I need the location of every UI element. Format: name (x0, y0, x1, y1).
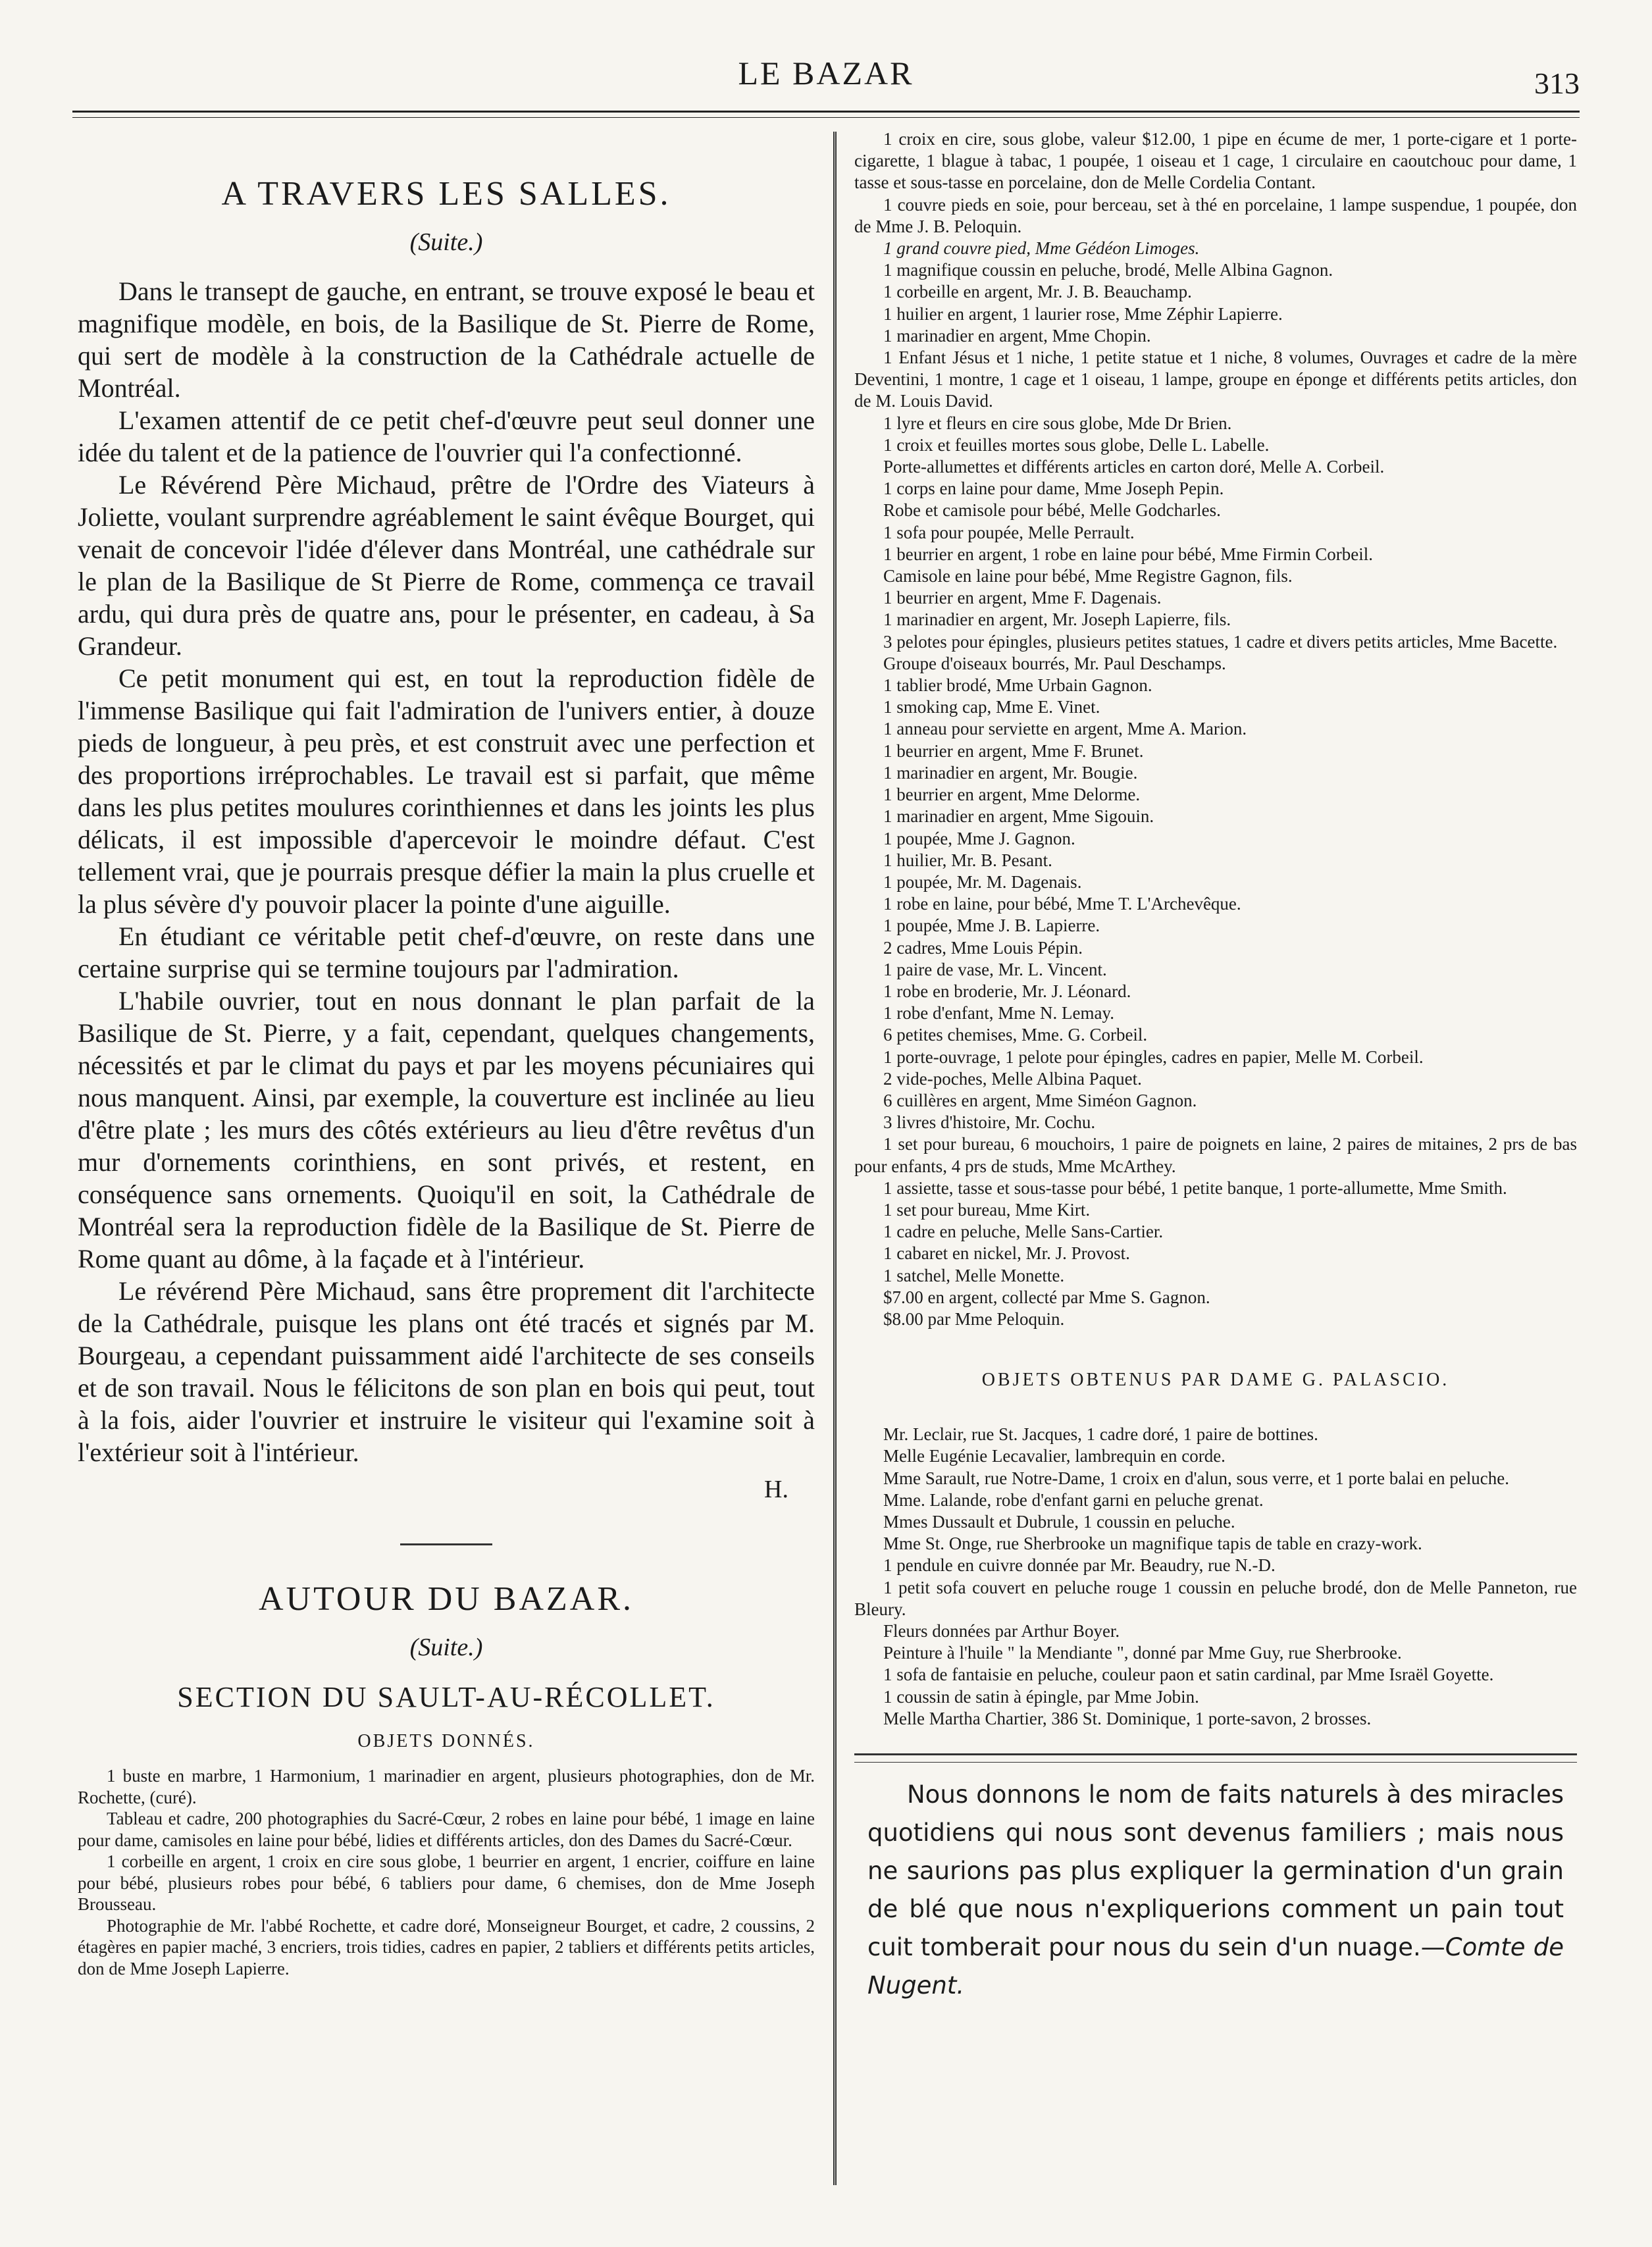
list-item: Peinture à l'huile " la Mendiante ", donné par Mme Guy, rue Sherbrooke. (883, 1643, 1402, 1663)
article-signature: H. (764, 1476, 788, 1503)
list-item: 1 marinadier en argent, Mr. Joseph Lapierre, fils. (883, 609, 1231, 630)
article-subtitle: (Suite.) (409, 1634, 483, 1661)
list-item: 1 grand couvre pied, Mme Gédéon Limoges. (883, 238, 1200, 259)
list-item: 1 satchel, Melle Monette. (883, 1265, 1065, 1285)
list-item: Mmes Dussault et Dubrule, 1 coussin en peluche. (883, 1511, 1235, 1532)
left-column (78, 128, 815, 1979)
donor-list (854, 128, 1577, 1330)
quote-text: Nous donnons le nom de faits naturels à des miracles quotidiens qui nous sont devenus familiers ; mais nous ne saurions pas plus expliquer la germination d'un grain de blé que nous n'expliquerions comment un pain tout cuit tomberait pour nous du sein d'un nuage.— (867, 1780, 1564, 1962)
palascio-list (854, 1424, 1577, 1730)
paragraph: Le révérend Père Michaud, sans être proprement dit l'architecte de la Cathédrale, puisque les plans ont été tracés et signés par M. Bourgeau, a cependant puissamment aidé l'architecte de ses conseils et de son travail. Nous le félicitons de son plan en bois qui peut, tout à la fois, aider l'ouvrier et instruire le visiteur qui l'examine soit à l'extérieur soit à l'intérieur. (78, 1276, 815, 1467)
paragraph: Le Révérend Père Michaud, prêtre de l'Ordre des Viateurs à Joliette, voulant surprendre agréablement le saint évêque Bourget, qui venait de concevoir l'idée d'élever dans Montréal, une cathédrale sur le plan de la Basilique de St Pierre de Rome, commença ce travail ardu, qui dura près de quatre ans, pour le présenter, en cadeau, à Sa Grandeur. (78, 470, 815, 661)
section-separator (400, 1543, 492, 1545)
article-title: A TRAVERS LES SALLES. (221, 175, 671, 213)
list-item: 1 couvre pieds en soie, pour berceau, set à thé en porcelaine, 1 lampe suspendue, 1 poupée, don de Mme J. B. Peloquin. (854, 194, 1577, 236)
list-item: 1 magnifique coussin en peluche, brodé, Melle Albina Gagnon. (883, 260, 1333, 280)
list-item: 1 set pour bureau, Mme Kirt. (883, 1199, 1091, 1220)
list-item: 1 pendule en cuivre donnée par Mr. Beaudry, rue N.-D. (883, 1555, 1276, 1576)
right-column (854, 128, 1577, 2005)
list-item: 3 pelotes pour épingles, plusieurs petites statues, 1 cadre et divers petits articles, Mme Bacette. (883, 631, 1558, 652)
list-item: Groupe d'oiseaux bourrés, Mr. Paul Deschamps. (883, 653, 1226, 673)
list-item: 1 smoking cap, Mme E. Vinet. (883, 697, 1100, 717)
page-number: 313 (1534, 66, 1580, 100)
list-item: Camisole en laine pour bébé, Mme Registre Gagnon, fils. (883, 566, 1293, 586)
list-item: Melle Martha Chartier, 386 St. Dominique, 1 porte-savon, 2 brosses. (883, 1708, 1372, 1728)
newspaper-title: LE BAZAR (738, 55, 914, 91)
list-item: Robe et camisole pour bébé, Melle Godcharles. (883, 500, 1221, 521)
list-item: 6 petites chemises, Mme. G. Corbeil. (883, 1025, 1148, 1045)
list-item: 1 buste en marbre, 1 Harmonium, 1 marinadier en argent, plusieurs photographies, don de Mr. Rochette, (curé). (78, 1766, 815, 1807)
list-item: 1 coussin de satin à épingle, par Mme Jobin. (883, 1686, 1199, 1707)
list-item: 1 anneau pour serviette en argent, Mme A. Marion. (883, 719, 1247, 739)
objects-heading: OBJETS DONNÉS. (357, 1731, 535, 1751)
list-item: 1 sofa pour poupée, Melle Perrault. (883, 522, 1135, 542)
list-item: 1 croix en cire, sous globe, valeur $12.00, 1 pipe en écume de mer, 1 porte-cigare et 1 porte-cigarette, 1 blague à tabac, 1 poupée, 1 oiseau et 1 cage, 1 circulaire en caoutchouc pour dame, 1 tasse et sous-tasse en porcelaine, don de Melle Cordelia Contant. (854, 129, 1577, 193)
list-item: 1 huilier, Mr. B. Pesant. (883, 850, 1052, 870)
donations-list (78, 1765, 815, 1979)
list-item: 3 livres d'histoire, Mr. Cochu. (883, 1112, 1096, 1133)
list-item: Mme Sarault, rue Notre-Dame, 1 croix en d'alun, sous verre, et 1 porte balai en peluche. (883, 1468, 1510, 1488)
list-item: 1 beurrier en argent, 1 robe en laine pour bébé, Mme Firmin Corbeil. (883, 544, 1374, 564)
list-item: Tableau et cadre, 200 photographies du Sacré-Cœur, 2 robes en laine pour bébé, 1 image en laine pour dame, camisoles en laine pour bébé, lidies et différents articles, don des Dames du Sacré-Cœur. (78, 1809, 815, 1850)
paragraph: L'examen attentif de ce petit chef-d'œuvre peut seul donner une idée du talent et de la patience de l'ouvrier qui l'a confectionné. (78, 405, 815, 467)
list-item: 1 paire de vase, Mr. L. Vincent. (883, 959, 1107, 979)
list-item: 1 beurrier en argent, Mme F. Dagenais. (883, 588, 1162, 608)
objects-heading: OBJETS OBTENUS PAR DAME G. PALASCIO. (981, 1370, 1450, 1391)
paragraph: Dans le transept de gauche, en entrant, se trouve exposé le beau et magnifique modèle, en bois, de la Basilique de St. Pierre de Rome, qui sert de modèle à la construction de la Cathédrale actuelle de Montréal. (78, 276, 815, 403)
list-item: Mr. Leclair, rue St. Jacques, 1 cadre doré, 1 paire de bottines. (883, 1424, 1318, 1445)
list-item: 2 cadres, Mme Louis Pépin. (883, 937, 1083, 958)
list-item: 1 beurrier en argent, Mme F. Brunet. (883, 740, 1144, 761)
top-rule (72, 111, 1580, 113)
double-rule (854, 1753, 1577, 1763)
list-item: 1 marinadier en argent, Mr. Bougie. (883, 762, 1138, 783)
list-item: Melle Eugénie Lecavalier, lambrequin en corde. (883, 1446, 1226, 1466)
list-item: Fleurs données par Arthur Boyer. (883, 1621, 1120, 1641)
article-subtitle: (Suite.) (409, 228, 483, 256)
masthead (0, 0, 1652, 100)
list-item: 1 cadre en peluche, Melle Sans-Cartier. (883, 1222, 1164, 1242)
list-item: 1 cabaret en nickel, Mr. J. Provost. (883, 1243, 1130, 1264)
list-item: Mme. Lalande, robe d'enfant garni en peluche grenat. (883, 1489, 1264, 1510)
list-item: 1 marinadier en argent, Mme Chopin. (883, 325, 1151, 346)
list-item: 1 sofa de fantaisie en peluche, couleur paon et satin cardinal, par Mme Israël Goyette. (883, 1665, 1494, 1685)
top-rule-thin (72, 117, 1580, 118)
article-title: AUTOUR DU BAZAR. (258, 1580, 634, 1618)
paragraph: En étudiant ce véritable petit chef-d'œuvre, on reste dans une certaine surprise qui se termine toujours par l'admiration. (78, 921, 815, 983)
list-item: 1 poupée, Mme J. Gagnon. (883, 828, 1075, 848)
list-item: 1 marinadier en argent, Mme Sigouin. (883, 806, 1154, 827)
list-item: $7.00 en argent, collecté par Mme S. Gagnon. (883, 1287, 1210, 1307)
list-item: 1 lyre et fleurs en cire sous globe, Mde Dr Brien. (883, 413, 1232, 433)
list-item: 1 petit sofa couvert en peluche rouge 1 coussin en peluche brodé, don de Melle Panneton, rue Bleury. (854, 1577, 1577, 1619)
list-item: 1 tablier brodé, Mme Urbain Gagnon. (883, 675, 1152, 696)
list-item: Photographie de Mr. l'abbé Rochette, et cadre doré, Monseigneur Bourget, et cadre, 2 coussins, 2 étagères en papier maché, 3 encriers, trois tidies, cadres en papier, 2 tabliers et différents petits articles, don de Mme Joseph Lapierre. (78, 1915, 815, 1978)
list-item: 1 Enfant Jésus et 1 niche, 1 petite statue et 1 niche, 8 volumes, Ouvrages et cadre de la mère Deventini, 1 montre, 1 cage et 1 oiseau, 1 lampe, groupe en éponge et différents petits articles, don de M. Louis David. (854, 348, 1577, 411)
list-item: 1 porte-ouvrage, 1 pelote pour épingles, cadres en papier, Melle M. Corbeil. (883, 1046, 1424, 1067)
list-item: 1 beurrier en argent, Mme Delorme. (883, 785, 1141, 805)
list-item: 1 robe en broderie, Mr. J. Léonard. (883, 981, 1131, 1001)
list-item: Mme St. Onge, rue Sherbrooke un magnifique tapis de table en crazy-work. (883, 1534, 1422, 1554)
list-item: 1 robe d'enfant, Mme N. Lemay. (883, 1003, 1114, 1023)
list-item: 1 huilier en argent, 1 laurier rose, Mme Zéphir Lapierre. (883, 303, 1283, 324)
list-item: 1 poupée, Mme J. B. Lapierre. (883, 916, 1100, 936)
list-item: 1 set pour bureau, 6 mouchoirs, 1 paire de poignets en laine, 2 paires de mitaines, 2 prs de bas pour enfants, 4 prs de studs, Mme McArthey. (854, 1134, 1577, 1176)
list-item: 1 robe en laine, pour bébé, Mme T. L'Archevêque. (883, 894, 1241, 914)
list-item: 1 assiette, tasse et sous-tasse pour bébé, 1 petite banque, 1 porte-allumette, Mme Smith. (883, 1177, 1507, 1198)
list-item: Porte-allumettes et différents articles en carton doré, Melle A. Corbeil. (883, 457, 1385, 477)
list-item: 1 corps en laine pour dame, Mme Joseph Pepin. (883, 478, 1224, 499)
list-item: 1 corbeille en argent, 1 croix en cire sous globe, 1 beurrier en argent, 1 encrier, coiffure en laine pour bébé, plusieurs robes pour bébé, 6 tabliers pour dame, 6 chemises, don de Mme Joseph Brousseau. (78, 1851, 815, 1914)
closing-quote (867, 1776, 1564, 2005)
paragraph: L'habile ouvrier, tout en nous donnant le plan parfait de la Basilique de St. Pierre, y a fait, cependant, quelques changements, nécessités et par le climat du pays et par les moyens pécuniaires qui nous manquent. Ainsi, par exemple, la couverture est inclinée au lieu d'être plate ; les murs des côtés extérieurs au lieu d'être revêtus d'un mur d'ornements corinthiens, en sont privés, et restent, en conséquence sans ornements. Quoiqu'il en soit, la Cathédrale de Montréal sera la reproduction fidèle de la Basilique de St. Pierre de Rome quant au dôme, à la façade et à l'intérieur. (78, 986, 815, 1274)
quote-author: Comte de Nugent. (867, 1933, 1564, 2000)
list-item: 2 vide-poches, Melle Albina Paquet. (883, 1068, 1142, 1089)
list-item: 1 croix et feuilles mortes sous globe, Delle L. Labelle. (883, 434, 1270, 455)
section-heading: SECTION DU SAULT-AU-RÉCOLLET. (177, 1681, 715, 1713)
list-item: 1 corbeille en argent, Mr. J. B. Beauchamp. (883, 282, 1192, 302)
list-item: 1 poupée, Mr. M. Dagenais. (883, 871, 1082, 892)
list-item: $8.00 par Mme Peloquin. (883, 1308, 1065, 1329)
paragraph: Ce petit monument qui est, en tout la reproduction fidèle de l'immense Basilique qui fait l'admiration de l'univers entier, à douze pieds de longueur, à peu près, et est construit avec une perfection et des proportions irréprochables. Le travail est si parfait, que même dans les plus petites moulures corinthiennes et dans les joints les plus délicats, il est impossible d'apercevoir le moindre défaut. C'est tellement vrai, que je pourrais presque défier la main la plus cruelle et la plus sévère d'y pouvoir placer la pointe d'une aiguille. (78, 663, 815, 919)
list-item: 6 cuillères en argent, Mme Siméon Gagnon. (883, 1090, 1197, 1110)
column-divider (833, 132, 837, 2185)
article-body (78, 275, 815, 1468)
